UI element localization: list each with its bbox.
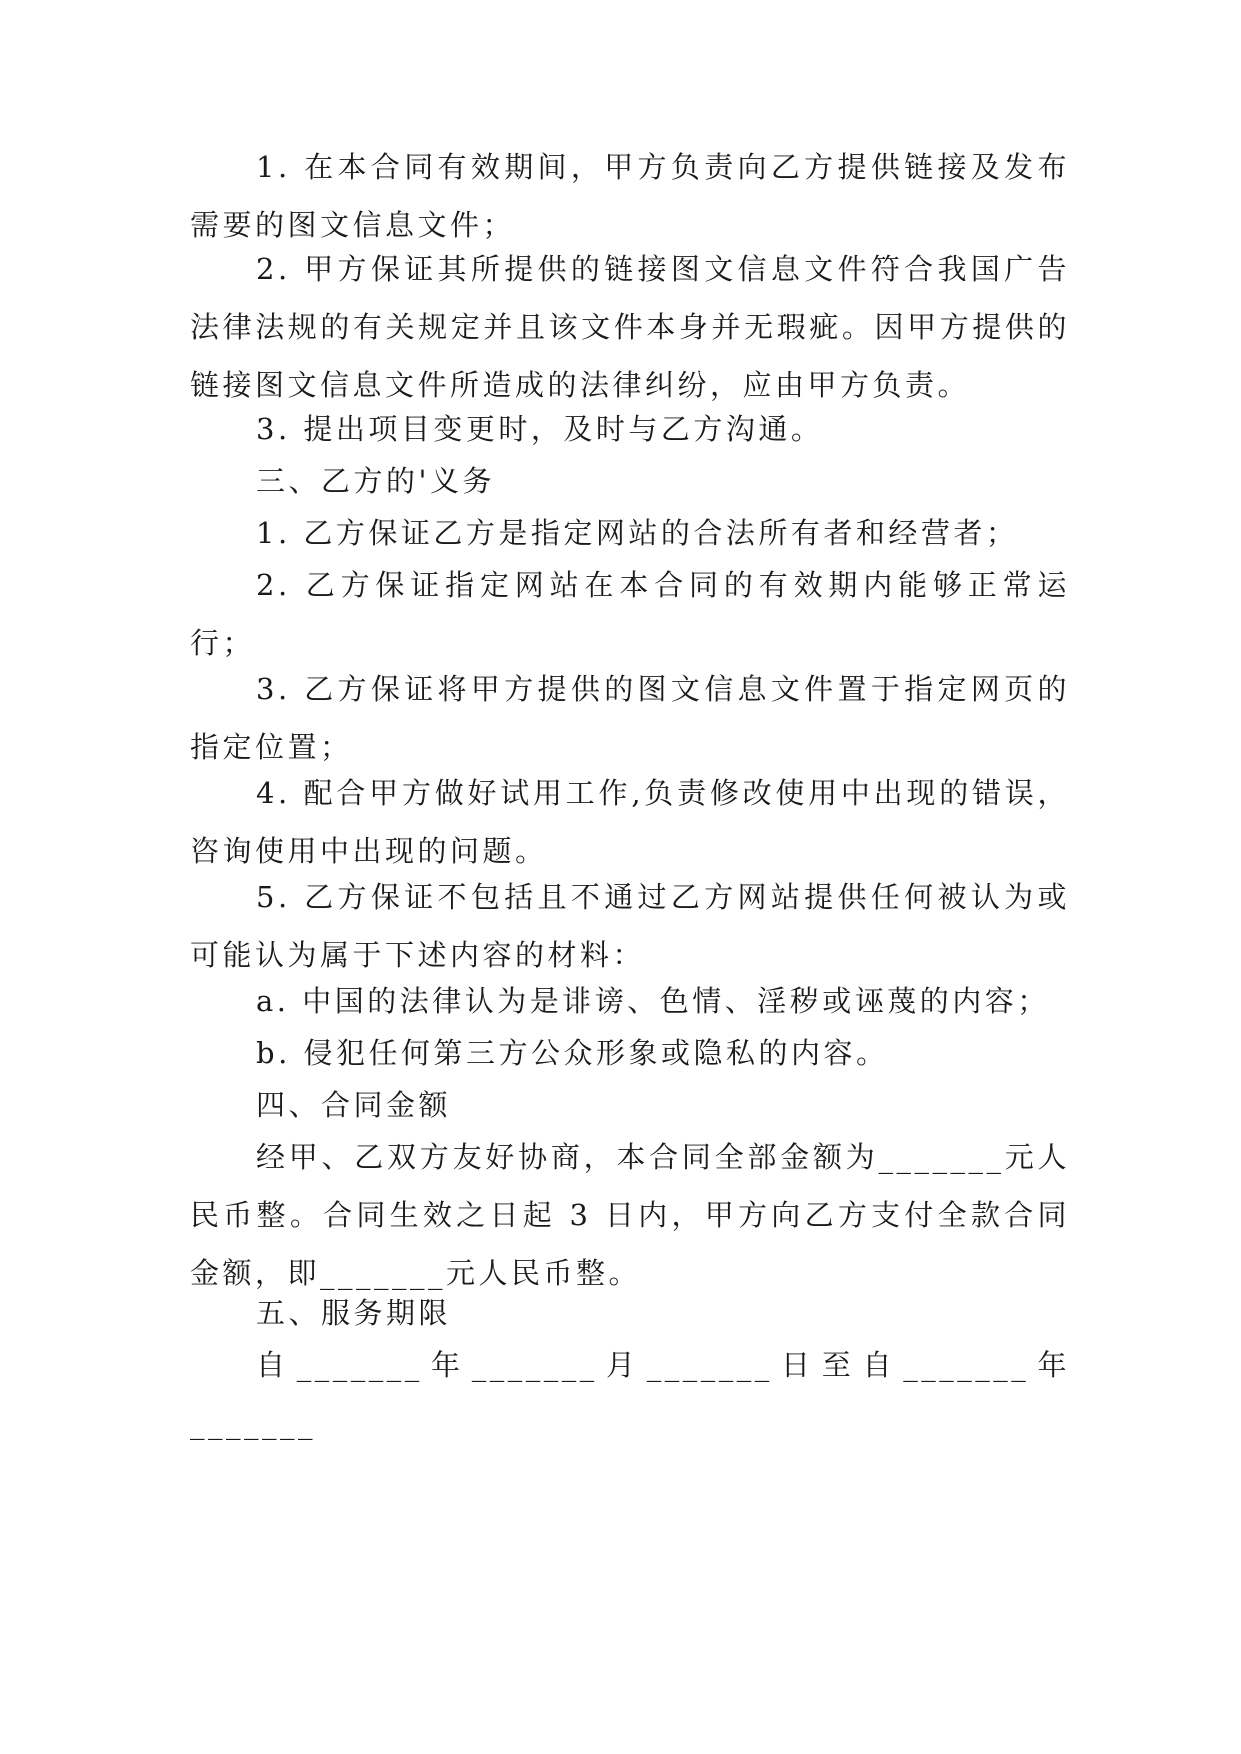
prohibited-content-b: b. 侵犯任何第三方公众形象或隐私的内容。 [256, 1036, 889, 1070]
section-heading-4: 四、合同金额 [256, 1088, 452, 1122]
prohibited-content-a: a. 中国的法律认为是诽谤、色情、淫秽或诬蔑的内容； [256, 984, 1050, 1018]
contract-amount-paragraph: 经甲、乙双方友好协商，本合同全部金额为_______元人民币整。合同生效之日起 3 日内，甲方向乙方支付全款合同金额，即_______元人民币整。 [190, 1140, 1070, 1290]
obligation-a-item-1: 1. 在本合同有效期间，甲方负责向乙方提供链接及发布需要的图文信息文件； [190, 150, 1070, 242]
obligation-b-item-1: 1. 乙方保证乙方是指定网站的合法所有者和经营者； [256, 516, 1019, 550]
obligation-b-item-5: 5. 乙方保证不包括且不通过乙方网站提供任何被认为或可能认为属于下述内容的材料： [190, 880, 1070, 972]
obligation-a-item-2: 2. 甲方保证其所提供的链接图文信息文件符合我国广告法律法规的有关规定并且该文件本身并无瑕疵。因甲方提供的链接图文信息文件所造成的法律纠纷，应由甲方负责。 [190, 252, 1070, 402]
obligation-b-item-4: 4. 配合甲方做好试用工作,负责修改使用中出现的错误，咨询使用中出现的问题。 [190, 776, 1070, 868]
obligation-b-item-2: 2. 乙方保证指定网站在本合同的有效期内能够正常运行； [190, 568, 1070, 660]
service-period-paragraph: 自_______年_______月_______日至自_______年_______ [190, 1348, 1070, 1440]
section-heading-3: 三、乙方的'义务 [256, 464, 495, 498]
obligation-b-item-3: 3. 乙方保证将甲方提供的图文信息文件置于指定网页的指定位置； [190, 672, 1070, 764]
obligation-a-item-3: 3. 提出项目变更时，及时与乙方沟通。 [256, 412, 824, 446]
section-heading-5: 五、服务期限 [256, 1296, 452, 1330]
